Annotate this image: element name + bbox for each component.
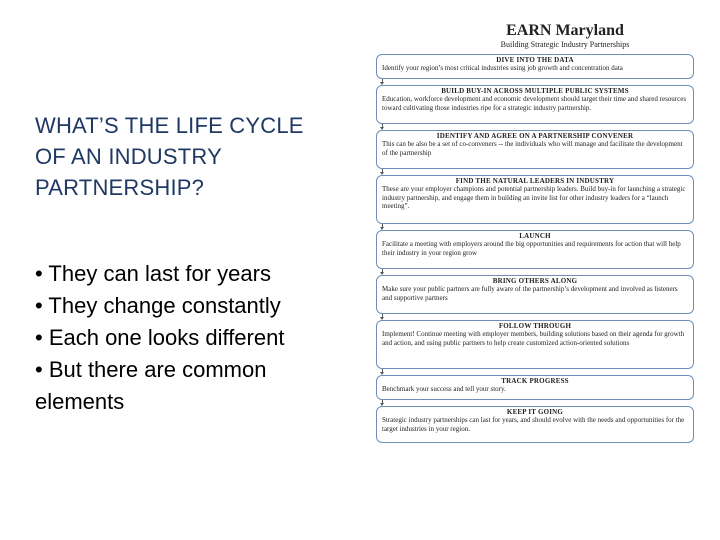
bullet-item: • Each one looks different — [35, 325, 285, 350]
flow-step-heading: FIND THE NATURAL LEADERS IN INDUSTRY — [455, 177, 615, 185]
flow-step-box — [376, 175, 694, 224]
flow-step-heading: FOLLOW THROUGH — [498, 322, 572, 330]
flow-step-bring-others — [376, 275, 694, 320]
slide-title: WHAT’S THE LIFE CYCLE OF AN INDUSTRY PARTNERSHIP? — [35, 113, 304, 200]
flow-step-box — [376, 375, 694, 400]
flow-step-text: Strategic industry partnerships can last for years, and should evolve with the needs and opportunities for the target industries in your region. — [382, 416, 685, 433]
flow-step-text: Benchmark your success and tell your story. — [382, 385, 506, 393]
flow-step-text: Identify your region’s most critical industries using job growth and concentration data — [382, 64, 623, 72]
flow-step-heading: DIVE INTO THE DATA — [496, 56, 574, 64]
flow-step-text: These are your employer champions and potential partnership leaders. Build buy-in for launching a strategic industry partnership, and engage them in building an invite list for other industry leaders for a “launch meeting”. — [382, 185, 686, 210]
flowchart-title: EARN Maryland — [506, 22, 624, 39]
flow-step-box — [376, 230, 694, 269]
flow-step-heading: IDENTIFY AND AGREE ON A PARTNERSHIP CONVENER — [436, 132, 634, 140]
bullet-item: • But there are common elements — [35, 357, 267, 414]
flow-step-keep-it-going — [376, 406, 694, 443]
flow-step-identify-convener — [376, 130, 694, 175]
flow-step-text: Education, workforce development and economic development should target their time and shared resources toward cultivating those industries ripe for a strategic industry partnership. — [382, 95, 687, 112]
flowchart-image — [376, 22, 694, 512]
flow-step-text: Facilitate a meeting with employers around the big opportunities and requirements for action that will help their industry in your region grow — [382, 240, 681, 257]
flow-step-box — [376, 54, 694, 79]
flowchart-subtitle: Building Strategic Industry Partnerships — [500, 40, 630, 49]
flow-step-follow-through — [376, 320, 694, 375]
flow-step-heading: BUILD BUY-IN ACROSS MULTIPLE PUBLIC SYSTEMS — [441, 87, 629, 95]
flow-step-heading: LAUNCH — [519, 232, 551, 240]
flow-step-heading: TRACK PROGRESS — [501, 377, 569, 385]
flow-step-launch — [376, 230, 694, 275]
flow-step-track-progress — [376, 375, 694, 406]
flow-step-build-buy-in — [376, 85, 694, 130]
flow-step-text: This can be also be a set of co-conveners -- the individuals who will manage and facilitate the development of the partnership — [382, 140, 683, 157]
flow-step-box — [376, 406, 694, 443]
bullet-list — [35, 258, 355, 418]
flow-step-heading: BRING OTHERS ALONG — [492, 277, 578, 285]
flow-step-box — [376, 85, 694, 124]
bullet-item: • They can last for years — [35, 261, 271, 286]
flow-step-box — [376, 275, 694, 314]
flow-step-dive-into-data — [376, 54, 694, 85]
flow-step-find-leaders — [376, 175, 694, 230]
flow-step-text: Implement! Continue meeting with employer members, building solutions based on their agenda for growth and action, and using public partners to help create customized action-oriented solutions — [382, 330, 685, 347]
flow-step-text: Make sure your public partners are fully aware of the partnership’s development and involved as listeners and supportive partners — [382, 285, 678, 302]
flow-step-heading: KEEP IT GOING — [506, 408, 564, 416]
bullet-item: • They change constantly — [35, 293, 281, 318]
flow-step-box — [376, 320, 694, 369]
flow-step-box — [376, 130, 694, 169]
